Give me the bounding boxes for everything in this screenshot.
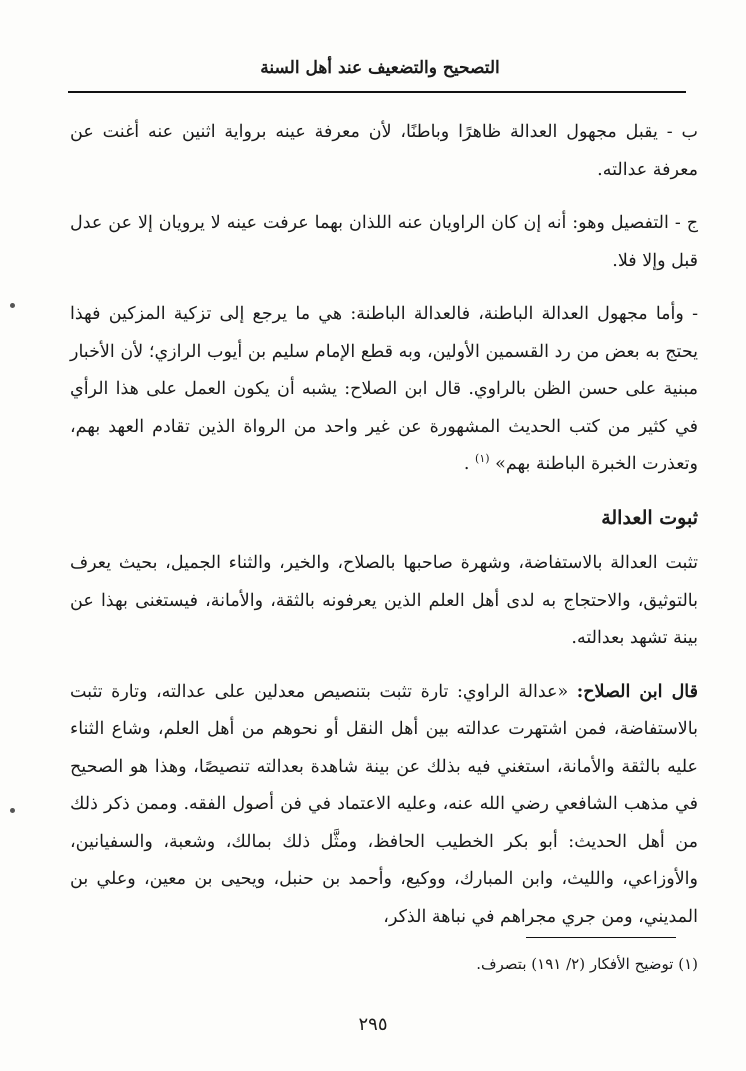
footnote-reference: (١)	[475, 452, 490, 466]
quote-lead: قال ابن الصلاح:	[576, 681, 698, 702]
main-text	[70, 114, 698, 952]
margin-dot	[10, 808, 15, 813]
paragraph-hidden-integrity-text: - وأما مجهول العدالة الباطنة، فالعدالة الباطنة: هي ما يرجع إلى تزكية المزكين فهذا يحتج به بعض من رد القسمين الأولين، وبه قطع الإمام سليم بن أيوب الرازي؛ لأن الأخبار مبنية على حسن الظن بالراوي. قال ابن الصلاح: يشبه أن يكون العمل على هذا الرأي في كثير من كتب الحديث المشهورة عن غير واحد من الرواة الذين تقادم العهد بهم، وتعذرت الخبرة الباطنة بهم»	[70, 304, 698, 474]
paragraph-j: ج - التفصيل وهو: أنه إن كان الراويان عنه اللذان بهما عرفت عينه لا يرويان إلا عن عدل قبل وإلا فلا.	[70, 213, 698, 271]
paragraph-hidden-integrity	[70, 296, 698, 484]
paragraph-ibn-salah-quote	[70, 674, 698, 937]
running-header-title: التصحيح والتضعيف عند أهل السنة	[260, 58, 500, 78]
footnote-rule	[526, 937, 676, 938]
margin-dot	[10, 303, 15, 308]
section-heading: ثبوت العدالة	[601, 506, 698, 529]
header-rule	[68, 91, 686, 93]
paragraph-establishing-integrity: تثبت العدالة بالاستفاضة، وشهرة صاحبها بالصلاح، والخير، والثناء الجميل، بحيث يعرف بالتوثيق، والاحتجاج به لدى أهل العلم الذين يعرفونه بالثقة، والأمانة، فيستغنى بهذا عن بينة تشهد بعدالته.	[70, 553, 698, 648]
quote-text: «عدالة الراوي: تارة تثبت بتنصيص معدلين على عدالته، وتارة تثبت بالاستفاضة، فمن اشتهرت عدالته بين أهل النقل أو نحوهم من أهل العلم، وشاع الثناء عليه بالثقة والأمانة، استغني فيه بذلك عن بينة شاهدة بعدالته تنصيصًا، وهذا هو الصحيح في مذهب الشافعي رضي الله عنه، وعليه الاعتماد في فن أصول الفقه. وممن ذكر ذلك من أهل الحديث: أبو بكر الخطيب الحافظ، ومثَّل ذلك بمالك، وشعبة، والسفيانين، والأوزاعي، والليث، وابن المبارك، ووكيع، وأحمد بن حنبل، ويحيى بن معين، وعلي بن المديني، ومن جري مجراهم في نباهة الذكر،	[70, 681, 698, 927]
page-number: ٢٩٥	[358, 1014, 388, 1035]
paragraph-b: ب - يقبل مجهول العدالة ظاهرًا وباطنًا، لأن معرفة عينه برواية اثنين عنه أغنت عن معرفة عدالته.	[70, 122, 698, 180]
paragraph-end-mark: .	[463, 454, 470, 474]
footnote: (١) توضيح الأفكار (٢/ ١٩١) بتصرف.	[476, 955, 698, 973]
